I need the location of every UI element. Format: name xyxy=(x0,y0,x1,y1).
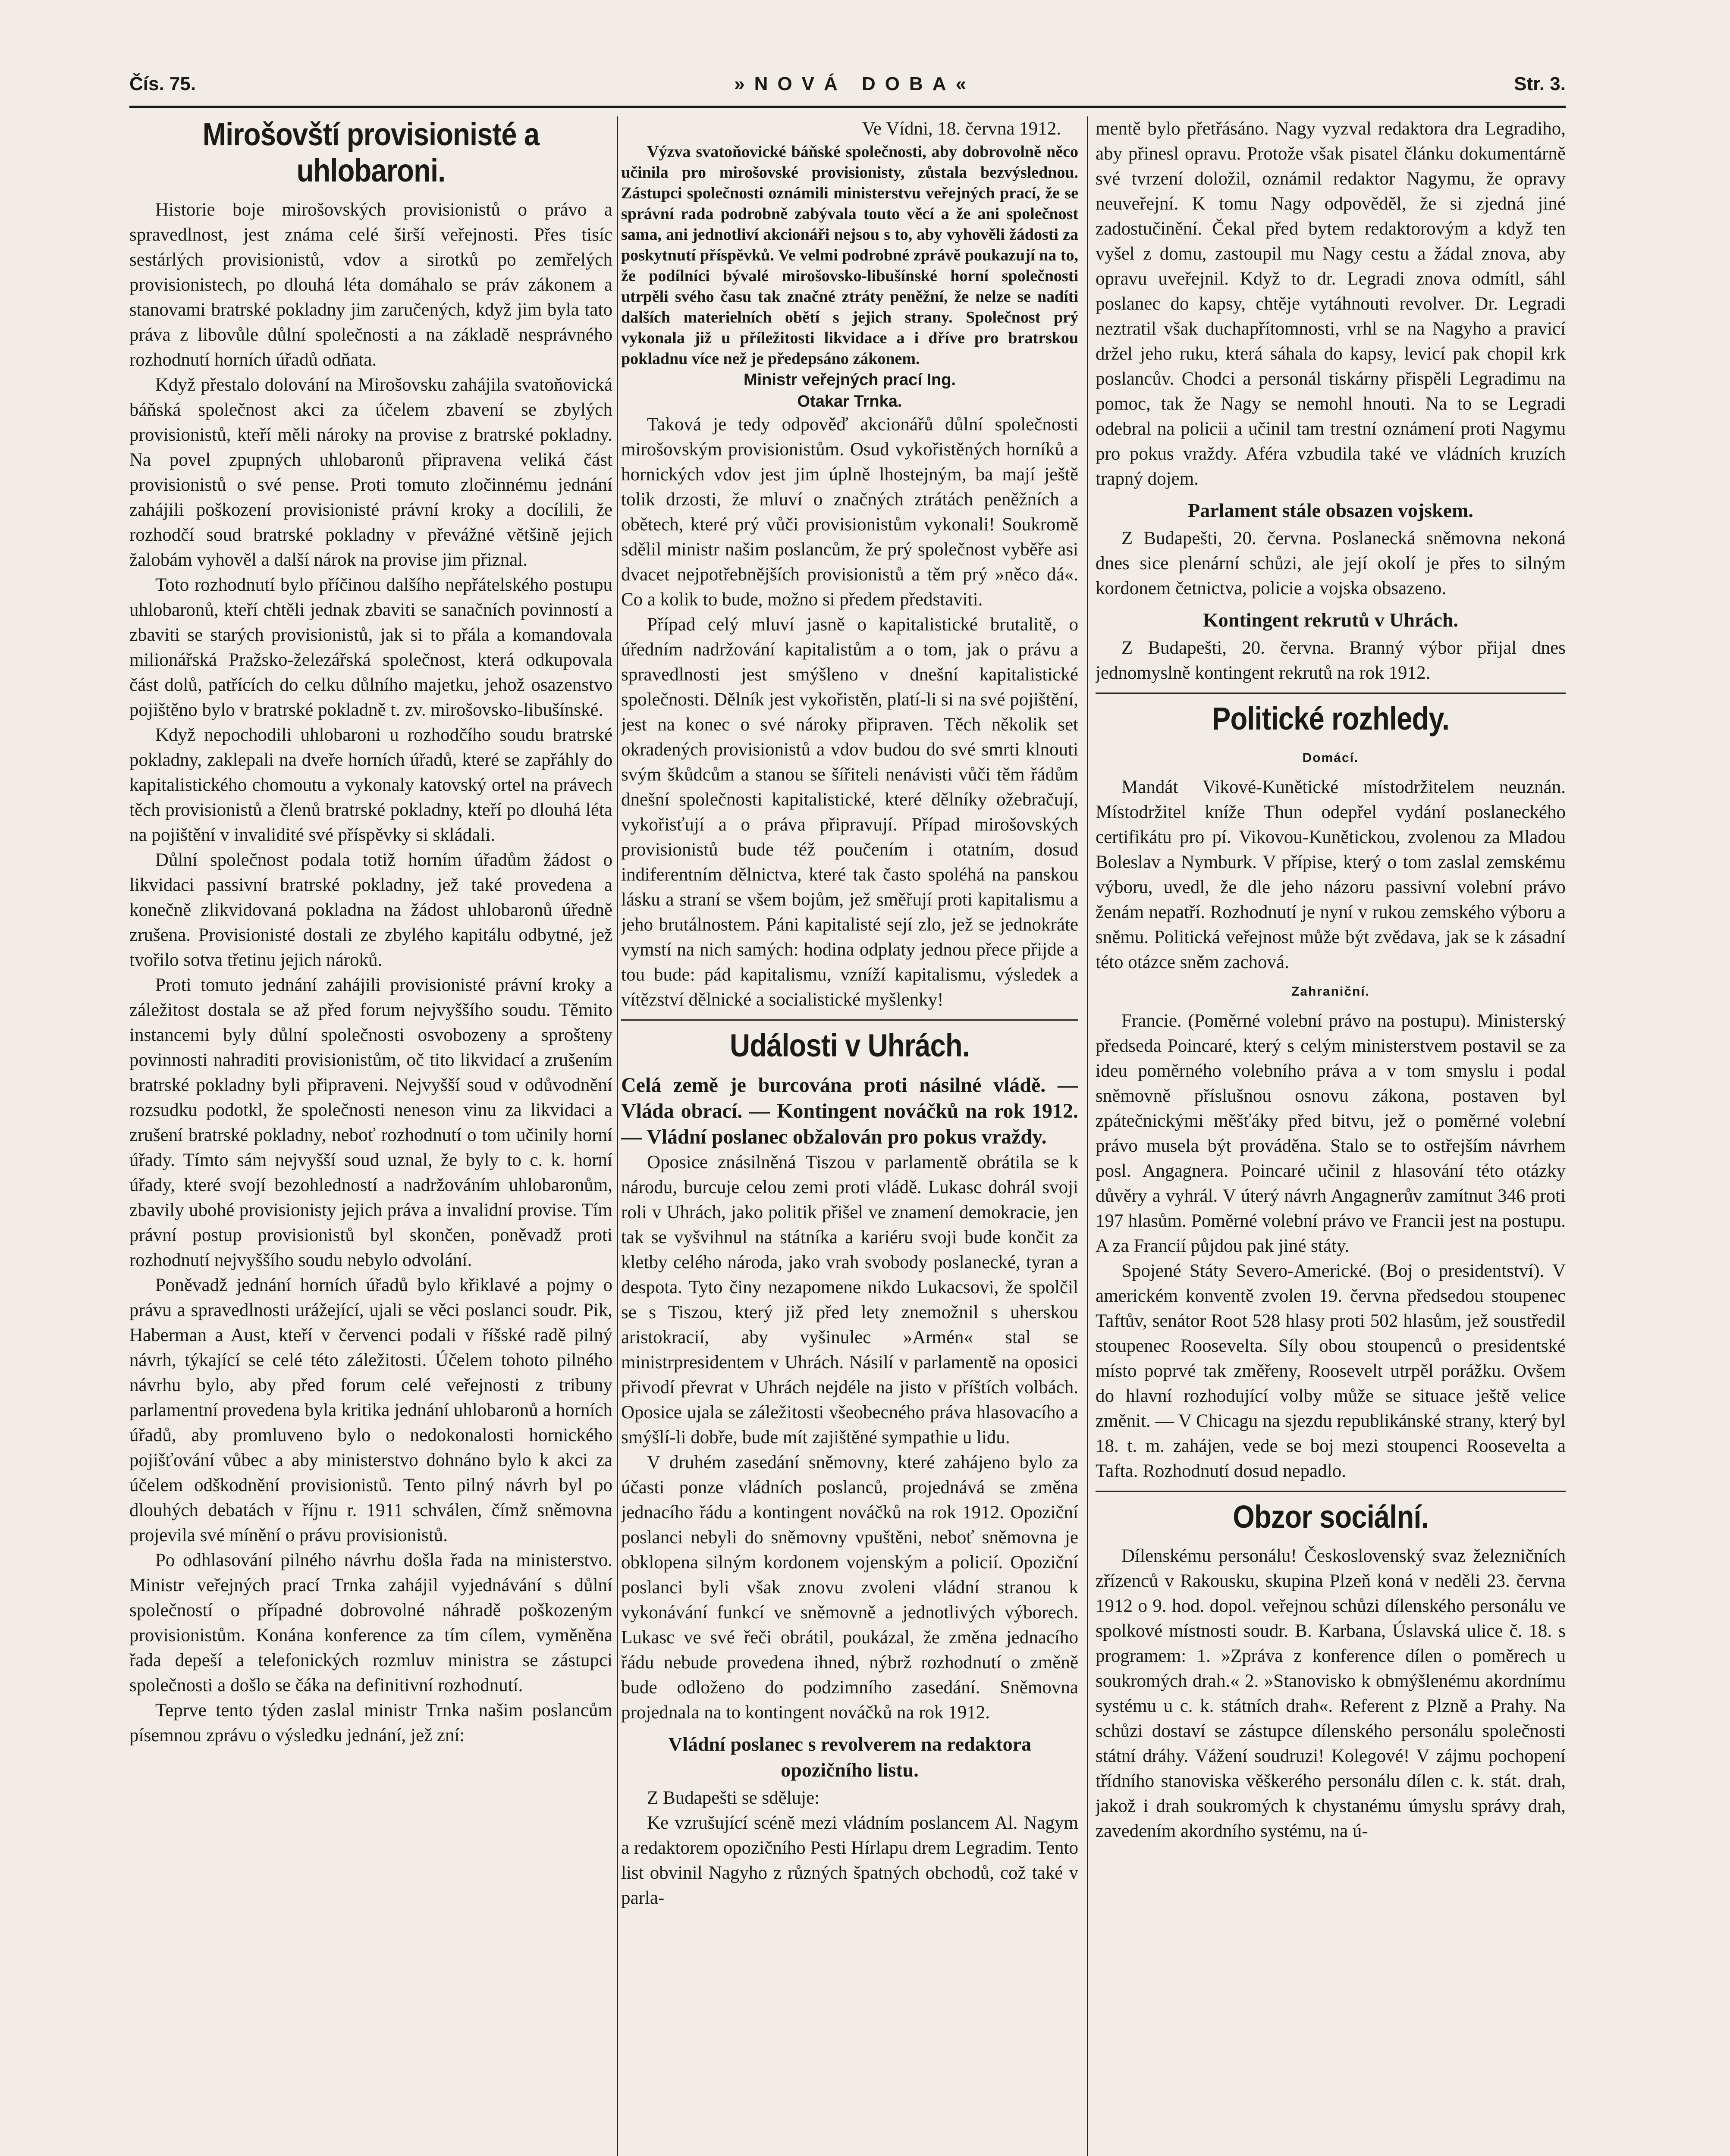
column-1 xyxy=(129,116,612,2156)
page-number: Str. 3. xyxy=(1514,73,1566,94)
column-divider-1 xyxy=(617,116,618,2156)
subheading-revolver: Vládní poslanec s revolverem na redaktora opozičního listu. xyxy=(668,1733,1032,1781)
issue-number: Čís. 75. xyxy=(129,73,196,94)
column-3 xyxy=(1096,116,1566,2156)
column-divider-2 xyxy=(1087,116,1088,2156)
article-paragraph: Ke vzrušující scéně mezi vládním poslancem Al. Nagym a redaktorem opozičního Pesti Hírlapu drem Legradim. Tento list obvinil Nagyho z různých špatných obchodů, což také v parla- xyxy=(621,1813,1078,1908)
article-lead-uhry: Celá země je burcována proti násilné vládě. — Vláda obrací. — Kontingent nováčků na rok 1912. — Vládní poslanec obžalován pro pokus vraždy. xyxy=(621,1074,1078,1148)
article-paragraph: Když nepochodili uhlobaroni u rozhodčího soudu bratrské pokladny, zaklepali na dveře horních úřadů, které se zapřáhly do kapitalistického chomoutu a vykonaly katovský ortel na právech těch provisionistů a členů bratrské pokladny, kteří po dlouhá léta na pojištění v invalidité své příspěvky si skládali. xyxy=(129,725,612,845)
minister-letter: Výzva svatoňovické báňské společnosti, aby dobrovolně něco učinila pro mirošovské provisionisty, zůstala bezvýslednou. Zástupci společnosti oznámili ministerstvu veřejných prací, že se správní rada podrobně zabývala touto věcí a že ani společnost sama, ani jednotliví akcionáři nejsou s to, aby vyhověli žádosti za poskytnutí příspěvků. Ve velmi podrobné zprávě poukazují na to, že podílníci bývalé mirošovsko-libušínské horní společnosti utrpěli svého času tak značné ztráty peněžní, že nelze se nadíti dalších materielních obětí s jejich strany. Společnost prý vykonala již u příležitosti likvidace a i dříve pro bratrskou pokladnu více než je předepsáno zákonem. xyxy=(621,143,1078,368)
sub-dateline: Z Budapešti se sděluje: xyxy=(647,1788,820,1808)
newspaper-title: »NOVÁ DOBA« xyxy=(734,73,976,94)
article-paragraph: Z Budapešti, 20. června. Poslanecká sněmovna nekoná dnes sice plenární schůzi, ale její okolí je přes to silným kordonem četnictva, policie a vojska obsazeno. xyxy=(1096,528,1566,599)
article-paragraph: V druhém zasedání sněmovny, které zahájeno bylo za účasti ponze vládních poslanců, projednává se změna jednacího řádu a kontingent nováčků na rok 1912. Opoziční poslanci nebyli do sněmovny vpuštěni, neboť sněmovna je obklopena silným kordonem vojenským a policií. Opoziční poslanci byli však znovu zvoleni vládní stranou k vykonávání funkcí ve sněmovně a jednotlivých výborech. Lukasc ve své řeči obrátil, poukázal, že změna jednacího řádu nebude provedena ihned, nýbrž rozhodnutí o změně bude odloženo do podzimního zasedání. Sněmovna projednala na to kontingent nováčků na rok 1912. xyxy=(621,1452,1078,1723)
article-paragraph: Historie boje mirošovských provisionistů o právo a spravedlnost, jest známa celé širší veřejnosti. Přes tisíc sestárlých provisionistů, vdov a sirotků po zemřelých provisionistech, po dlouhá léta domáhalo se práv zákonem a stanovami bratrské pokladny jim zaručených, když jim byla tato práva z libovůle důlní společnosti a na základě nesprávného rozhodnutí horních úřadů odňata. xyxy=(129,200,612,370)
article-paragraph: Oposice znásilněná Tiszou v parlamentě obrátila se k národu, burcuje celou zemi proti vládě. Lukasc dohrál svoji roli v Uhrách, jako politik přišel ve znamení demokracie, jen tak se vyšvihnul na státníka a kariéru svoji bude končit za kletby celého národa, jako vrah svobody poslanecké, tyran a despota. Tyto činy nezapomene nikdo Lukacsovi, že spolčil se s Tiszou, který již před lety znemožnil s uherskou aristokracií, aby vyšinulec »Armén« stal se ministrpresidentem v Uhrách. Násilí v parlamentě na oposici přivodí převrat v Uhrách nejdéle na jisto v příštích volbách. Oposice ujala se záležitosti všeobecného práva hlasovacího a smýšlí-li dobře, bude mít zajištěné sympathie u lidu. xyxy=(621,1152,1078,1448)
article-paragraph: Po odhlasování pilného návrhu došla řada na ministerstvo. Ministr veřejných prací Trnka zahájil vyjednávání s důlní společností o případné dobrovolné náhradě poškozeným provisionistům. Konána konference za tím cílem, vyměněna řada depeší a telefonických rozmluv ministra se zástupci společnosti a došlo se čáka na definitivní rozhodnutí. xyxy=(129,1550,612,1695)
signature-line-1: Ministr veřejných prací Ing. xyxy=(743,371,956,389)
header-rule xyxy=(129,106,1566,108)
article-paragraph: Toto rozhodnutí bylo příčinou dalšího nepřátelského postupu uhlobaronů, kteří chtěli jednak zbaviti se sanačních povinností a zbaviti se starých provisionistů, jak si to přála a komandovala milionářská Pražsko-železářská společnost, která odkupovala část dolů, patřících do celku důlního majetku, jehož osazenstvo pojištěno bylo v bratrské pokladně t. zv. mirošovsko-libušínské. xyxy=(129,575,612,720)
article-paragraph: Případ celý mluví jasně o kapitalistické brutalitě, o úředním nadržování kapitalistům a o tom, jak o právu a spravedlnosti jest smýšleno v dnešní kapitalistické společnosti. Dělník jest vykořistěn, platí-li si na své pojištění, jest na konec o své nároky připraven. Těch několik set okradených provisionistů a vdov budou do své smrti klnouti svým škůdcům a stanou se šířiteli nenávisti vůči těm řádům dnešní společnosti kapitalistické, které dělníky ožebračují, vykořisťují a o práva připravují. Případ mirošovských provisionistů bude též poučením i otatním, dosud indiferentním dělnictva, které tak často spoléhá na panskou lásku a straní se všem bojům, jež směřují proti kapitalismu a jeho brutálnostem. Páni kapitalisté sejí zlo, jež se jednokráte vymstí na nich samých: hodina odplaty jednou přece přijde a tou bude: pád kapitalismu, vzníží kapitalismu, výsledek a vítězství dělnické a socialistické myšlenky! xyxy=(621,614,1078,1010)
section-title-obzor: Obzor sociální. xyxy=(1233,1499,1429,1535)
article-continuation: mentě bylo přetřásáno. Nagy vyzval redaktora dra Legradiho, aby přinesl opravu. Protože však pisatel článku dokumentárně své tvrzení doložil, oznámil redaktor Nagymu, že opravy neuveřejní. K tomu Nagy odpověděl, že si zjedná jiné zadostučinění. Čekal před bytem redaktorovým a když ten vyšel z domu, zastoupil mu Nagy cestu a žádal znova, aby opravu uveřejnil. Když to dr. Legradi znova odmítl, sáhl poslanec do kapsy, chtěje vytáhnouti revolver. Dr. Legradi neztratil však duchapřítomnosti, vrhl se na Nagyho a pravicí držel jeho ruku, která sáhala do kapsy, levicí pak chopil krk poslancův. Chodci a personál tiskárny přispěli Legradimu na pomoc, tak že Nagy se nemohl hnouti. Na to se Legradi odebral na policii a učinil tam trestní oznámení proti Nagymu pro pokus vraždy. Aféra vzbudila také ve vládních kruzích trapný dojem. xyxy=(1096,119,1566,489)
article-paragraph: Dílenskému personálu! Československý svaz železničních zřízenců v Rakousku, skupina Plzeň koná v neděli 23. června 1912 o 9. hod. dopol. veřejnou schůzi dílenského personálu ve spolkové místnosti soudr. B. Karbana, Úslavská ulice č. 18. s programem: 1. »Zpráva z konference dílen o poměrech u soukromých drah.« 2. »Stanovisko k obmýšlenému akordnímu systému u c. k. státních drah«. Referent z Plzně a Prahy. Na schůzi dostaví se zástupce dílenského personálu společnosti státní dráhy. Vážení soudruzi! Kolegové! V zájmu pochopení třídního stanoviska věškerého personálu dílen c. k. stát. drah, jakož i drah soukromých k chystanému úmyslu správy drah, zavedením akordního systému, na ú- xyxy=(1096,1546,1566,1841)
section-title-politicke: Politické rozhledy. xyxy=(1212,701,1450,736)
signature-line-2: Otakar Trnka. xyxy=(797,392,902,411)
subsection-domaci: Domácí. xyxy=(1302,751,1359,765)
article-paragraph: Poněvadž jednání horních úřadů bylo křiklavé a pojmy o právu a spravedlnosti urážející, ujali se věci poslanci soudr. Pik, Haberman a Aust, kteří v červenci podali v říšské radě pilný návrh, týkající se celé této záležitosti. Účelem tohoto pilného návrhu bylo, aby před forum celé veřejnosti z tribuny parlamentní provedena byla kritika jednání uhlobaronů a horních úřadů, aby promluveno bylo o nedokonalosti hornického pojišťování vůbec a aby ministerstvo dohnáno bylo k akci za účelem odškodnění provisionistů. Tento pilný návrh byl po dlouhých debatách v říjnu r. 1911 schválen, čímž sněmovna projevila své mínění o právu provisionistů. xyxy=(129,1275,612,1545)
masthead xyxy=(129,65,1566,103)
subsection-zahranicni: Zahraniční. xyxy=(1291,984,1370,999)
article-title-uhry: Události v Uhrách. xyxy=(730,1028,970,1063)
article-paragraph: Taková je tedy odpověď akcionářů důlní společnosti mirošovským provisionistům. Osud vykořistěných horníků a hornických vdov jest jim úplně lhostejným, ba mají ještě tolik drzosti, že mluví o značných ztrátách peněžních a obětech, které prý vůči provisionistům vykonali! Soukromě sdělil ministr našim poslancům, že prý společnost vyběře asi dvacet nejpotřebnějších provisionistů a těm prý »něco dá«. Co a kolik to bude, možno si předem představiti. xyxy=(621,414,1078,610)
article-paragraph: Mandát Vikové-Kunětické místodržitelem neuznán. Místodržitel kníže Thun odepřel vydání poslaneckého certifikátu pro pí. Vikovou-Kunětickou, zvolenou za Mladou Boleslav a Nymburk. V přípise, který o tom zaslal zemskému výboru, uvedl, že dle jeho názoru passivní volební právo ženám nepatří. Rozhodnutí je nyní v rukou zemského výboru a sněmu. Politická veřejnost může být zvědava, jak se k zásadní této otázce sněm zachová. xyxy=(1096,777,1566,972)
article-paragraph: Důlní společnost podala totiž horním úřadům žádost o likvidaci passivní bratrské pokladny, jež také provedena a konečně zlikvidovaná pokladna na žádost uhlobaronů úředně zrušena. Provisionisté dostali ze zbylého kapitálu odbytné, jež tvořilo sotva třetinu jejich nároků. xyxy=(129,850,612,970)
section-rule xyxy=(1096,1491,1566,1492)
article-paragraph: Spojené Státy Severo-Americké. (Boj o presidentství). V americkém konventě zvolen 19. června předsedou stoupenec Taftův, senátor Root 528 hlasy proti 502 hlasům, jež soustředil stoupenec Roosevelta. Síly obou stoupenců o presidentské místo poprvé tak změřeny, Roosevelt utrpěl porážku. Ovšem do hlavní rozhodující volby může se situace ještě velice změnit. — V Chicagu na sjezdu republikánské strany, který byl 18. t. m. zahájen, vede se boj mezi stoupenci Roosevelta a Tafta. Rozhodnutí dosud nepadlo. xyxy=(1096,1261,1566,1481)
article-paragraph: Proti tomuto jednání zahájili provisionisté právní kroky a záležitost dostala se až před forum nejvyššího soudu. Těmito instancemi byly důlní společnosti osvobozeny a sprošteny povinnosti nahraditi provisionistům, oč tito likvidací a zrušením bratrské pokladny byli připraveni. Nejvyšší soud v odůvodnění rozsudku podotkl, že společnosti neneson vinu za likvidaci a zrušení bratrské pokladny, neboť rozhodnutí o tom učinily horní úřady. Tímto sám nejvyšší soud uznal, že byly to c. k. horní úřady, které svojí bezohledností a nadržováním uhlobaronům, zbavily ubohé provisionisty jejich práva a invalidní provise. Tím právní postup provisionistů byl skončen, poněvadž proti rozhodnutí nejvyššího soudu nebylo odvolání. xyxy=(129,975,612,1270)
article-paragraph: Teprve tento týden zaslal ministr Trnka našim poslancům písemnou zprávu o výsledku jednání, jež zní: xyxy=(129,1700,612,1745)
article-paragraph: Francie. (Poměrné volební právo na postupu). Ministerský předseda Poincaré, který s celým ministerstvem postavil se za ideu poměrného volebního práva a v tom smyslu i podal sněmovně příslušnou osnovu zákona, postaven byl zpátečnickými měšťáky před bitvu, jež o poměrné volební právo musela být prováděna. Stalo se to ostřejším návrhem posl. Angagnera. Poincaré učinil z hlasování této otázky důvěry a vyhrál. V úterý návrh Angagnerův zamítnut 346 proti 197 hlasům. Poměrné volební právo ve Francii jest na postupu. A za Francií půjdou pak jiné státy. xyxy=(1096,1011,1566,1256)
article-title-mirosov: Mirošovští provisionisté a uhlobaroni. xyxy=(202,116,540,188)
letter-dateline: Ve Vídni, 18. června 1912. xyxy=(862,119,1061,139)
article-paragraph: Když přestalo dolování na Mirošovsku zahájila svatoňovická báňská společnost akci za účelem zbavení se zbylých provisionistů, kteří měli nároky na provise z bratrské pokladny. Na povel zpupných uhlobaronů připravena veliká část provisionistů o své pense. Proti tomuto zločinnému jednání zahájili poškození provisionisté právní kroky a docílili, že rozhodčí soud bratrské pokladny v převážné většině jejich žalobám vyhověl a další nárok na provise jim přiznal. xyxy=(129,375,612,570)
subheading-parlament: Parlament stále obsazen vojskem. xyxy=(1188,499,1473,521)
section-rule xyxy=(1096,693,1566,694)
section-rule xyxy=(621,1019,1078,1021)
column-2 xyxy=(621,116,1078,2156)
subheading-kontingent: Kontingent rekrutů v Uhrách. xyxy=(1203,609,1459,631)
article-paragraph: Z Budapešti, 20. června. Branný výbor přijal dnes jednomyslně kontingent rekrutů na rok 1912. xyxy=(1096,638,1566,683)
